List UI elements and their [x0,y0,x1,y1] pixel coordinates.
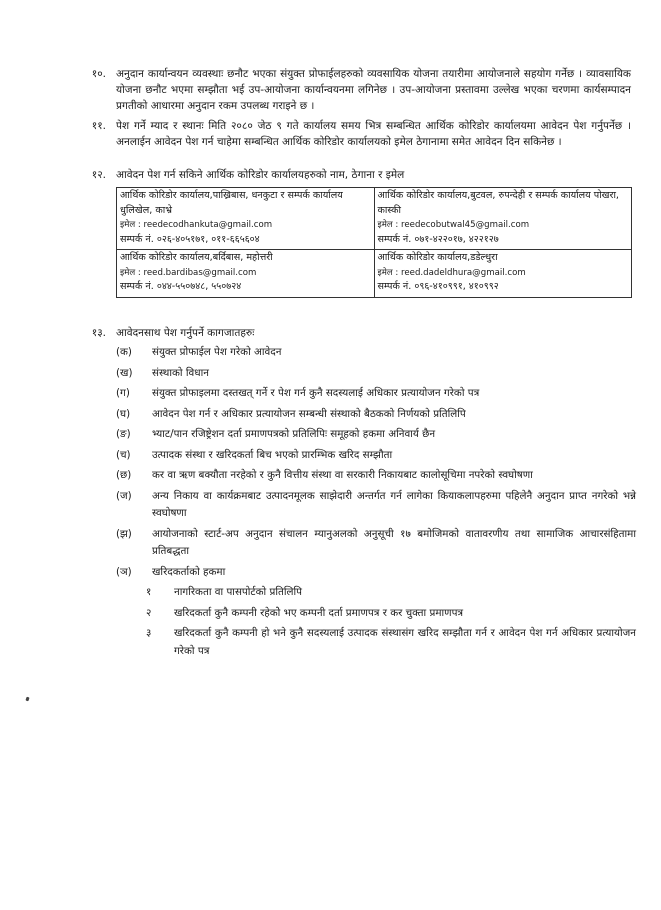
list-item [116,526,636,561]
item-text: नागरिकता वा पासपोर्टको प्रतिलिपि [174,586,303,598]
office-name: आर्थिक कोरिडोर कार्यालय,बर्दिबास, महोत्तरी [120,252,273,263]
list-item [116,564,636,582]
item-label: (घ) [116,407,131,420]
document-list [116,344,636,663]
section-text: आवेदन पेश गर्न सकिने आर्थिक कोरिडोर कार्यालयहरुको नाम, ठेगाना र इमेल [116,169,405,181]
office-email [378,218,629,233]
list-item [116,344,636,362]
section-number: १०. [91,68,106,80]
item-number: १ [146,586,152,598]
item-text: संयुक्त प्रोफाईल पेश गरेको आवेदन [152,346,282,358]
section-text: पेश गर्ने म्याद र स्थानः मिति २०८० जेठ ९ गते कार्यालय समय भित्र सम्बन्धित आर्थिक कोरिडोर कार्यालयमा आवेदन पेश गर्नुपर्नेछ । अनलाईन आवेदन पेश गर्न चाहेमा सम्बन्धित आर्थिक कोरिडोर कार्यालयको इमेल ठेगानामा समेत आवेदन दिन सकिनेछ । [116,120,631,148]
sub-list-item [116,584,636,602]
item-label: (ग) [116,387,130,399]
list-item [116,426,636,444]
item-text: उत्पादक संस्था र खरिदकर्ता बिच भएको प्रारम्भिक खरिद सम्झौता [152,448,393,461]
item-text: आयोजनाको स्टार्ट-अप अनुदान संचालन म्यानुअलको अनुसूची १७ बमोजिमको वातावरणीय तथा सामाजिक आचारसंहितामा प्रतिबद्धता [152,527,636,557]
item-number: ३ [146,627,152,639]
email-label: इमेल : [377,267,399,278]
section-text: आवेदनसाथ पेश गर्नुपर्ने कागजातहरुः [116,327,255,339]
office-email [120,266,371,281]
email-address: reedecobutwal45@gmail.com [401,220,530,230]
item-number: २ [146,606,152,619]
item-text: संयुक्त प्रोफाइलमा दस्तखत् गर्ने र पेश गर्न कुनै सदस्यलाई अधिकार प्रत्यायोजन गरेको पत्र [152,387,480,399]
item-text: खरिदकर्ता कुनै कम्पनी रहेकोे भए कम्पनी दर्ता प्रमाणपत्र र कर चुक्ता प्रमाणपत्र [174,606,464,619]
office-phone: सम्पर्क नं. ०४४-५५०७४८, ५५०७२४ [120,281,242,292]
office-phone: सम्पर्क नं. ०७१-४२२०१७, ४२२१२७ [377,233,499,245]
email-address: reed.dadeldhura@gmail.com [401,267,526,278]
email-label: इमेल : [120,267,141,278]
item-label: (छ) [116,469,132,481]
office-phone: सम्पर्क नं. ०९६-४१०९९१, ४१०९९२ [377,281,499,292]
item-label: (ङ) [116,428,131,440]
section-11 [62,118,632,168]
item-text: भ्याट/पान रजिष्ट्रेशन दर्ता प्रमाणपत्रको प्रतिलिपिः समूहको हकमा अनिवार्य छैन [152,428,436,440]
section-10 [62,66,632,116]
table-row [117,188,632,250]
item-text: खरिदकर्ताको हकमा [152,565,226,578]
item-label: (क) [116,346,132,358]
section-number: १३. [91,327,106,339]
item-text: कर वा ऋण बक्यौता नरहेको र कुनै वित्तीय संस्था वा सरकारी निकायबाट कालोसूचिमा नपरेको स्वघोषणा [152,469,533,481]
section-number: १२. [91,169,106,181]
office-name: आर्थिक कोरिडोर कार्यालय,पाख्रिबास, धनकुटा र सम्पर्क कार्यालय धुलिखेल, काभ्रे [120,190,343,216]
email-label: इमेल : [377,220,399,230]
email-address: reedecodhankuta@gmail.com [143,220,273,230]
office-cell [117,250,375,298]
office-table [116,187,632,298]
office-cell [117,188,375,250]
item-text: आवेदन पेश गर्न र अधिकार प्रत्यायोजन सम्बन्धी संस्थाको बैठकको निर्णयको प्रतिलिपि [152,407,466,420]
section-12 [62,167,632,185]
item-label: (ज) [116,489,132,502]
list-item [116,365,636,383]
item-label: (ख) [116,366,133,379]
office-name: आर्थिक कोरिडोर कार्यालय,डडेल्धुरा [377,252,498,263]
buyer-sublist [116,584,636,660]
office-cell [374,250,632,298]
item-label: (च) [116,448,131,461]
email-label: इमेल : [120,220,141,230]
item-label: (ञ) [116,565,132,578]
item-text: अन्य निकाय वा कार्यक्रमबाट उत्पादनमूलक साझेदारी अन्तर्गत गर्न लागेका कियाकलापहरुमा पहिलेनै अनुदान प्राप्त नगरेको भन्ने स्वघोषणा [152,489,636,519]
item-text: संस्थाको विधान [152,366,209,379]
list-item [116,406,636,424]
section-13 [62,325,632,343]
email-address: reed.bardibas@gmail.com [143,267,257,278]
list-item [116,467,636,485]
list-item [116,488,636,523]
office-email [120,218,371,233]
list-item [116,447,636,465]
office-email [378,266,629,281]
office-phone: सम्पर्क नं. ०२६-४०५१७१, ०११-६६५६०४ [120,233,260,245]
section-text: अनुदान कार्यान्वयन व्यवस्थाः छनौट भएका संयुक्त प्रोफाईलहरुको व्यवसायिक योजना तयारीमा आयोजनाले सहयोग गर्नेछ । व्यावसायिक योजना छनौट भएमा सम्झौता भई उप-आयोजना कार्यान्वयनमा लगिनेछ । उप-आयोजना प्रस्तावमा उल्लेख भएका चरणमा कार्यसम्पादन प्रगतीको आधारमा अनुदान रकम उपलब्ध गराइने छ । [116,68,631,112]
list-item [116,385,636,403]
item-label: (झ) [116,527,132,540]
office-cell [374,188,632,250]
table-row [117,250,632,298]
office-name: आर्थिक कोरिडोर कार्यालय,बुटवल, रुपन्देही र सम्पर्क कार्यालय पोखरा, कास्की [377,190,619,216]
sub-list-item [116,605,636,623]
section-number: ११. [91,120,106,132]
sub-list-item [116,625,636,660]
scan-speck [25,697,29,702]
item-text: खरिदकर्ता कुनै कम्पनी हो भने कुनै सदस्यलाई उत्पादक संस्थासंग खरिद सम्झौता गर्न र आवेदन पेश गर्न अधिकार प्रत्यायोजन गरेको पत्र [174,627,636,657]
